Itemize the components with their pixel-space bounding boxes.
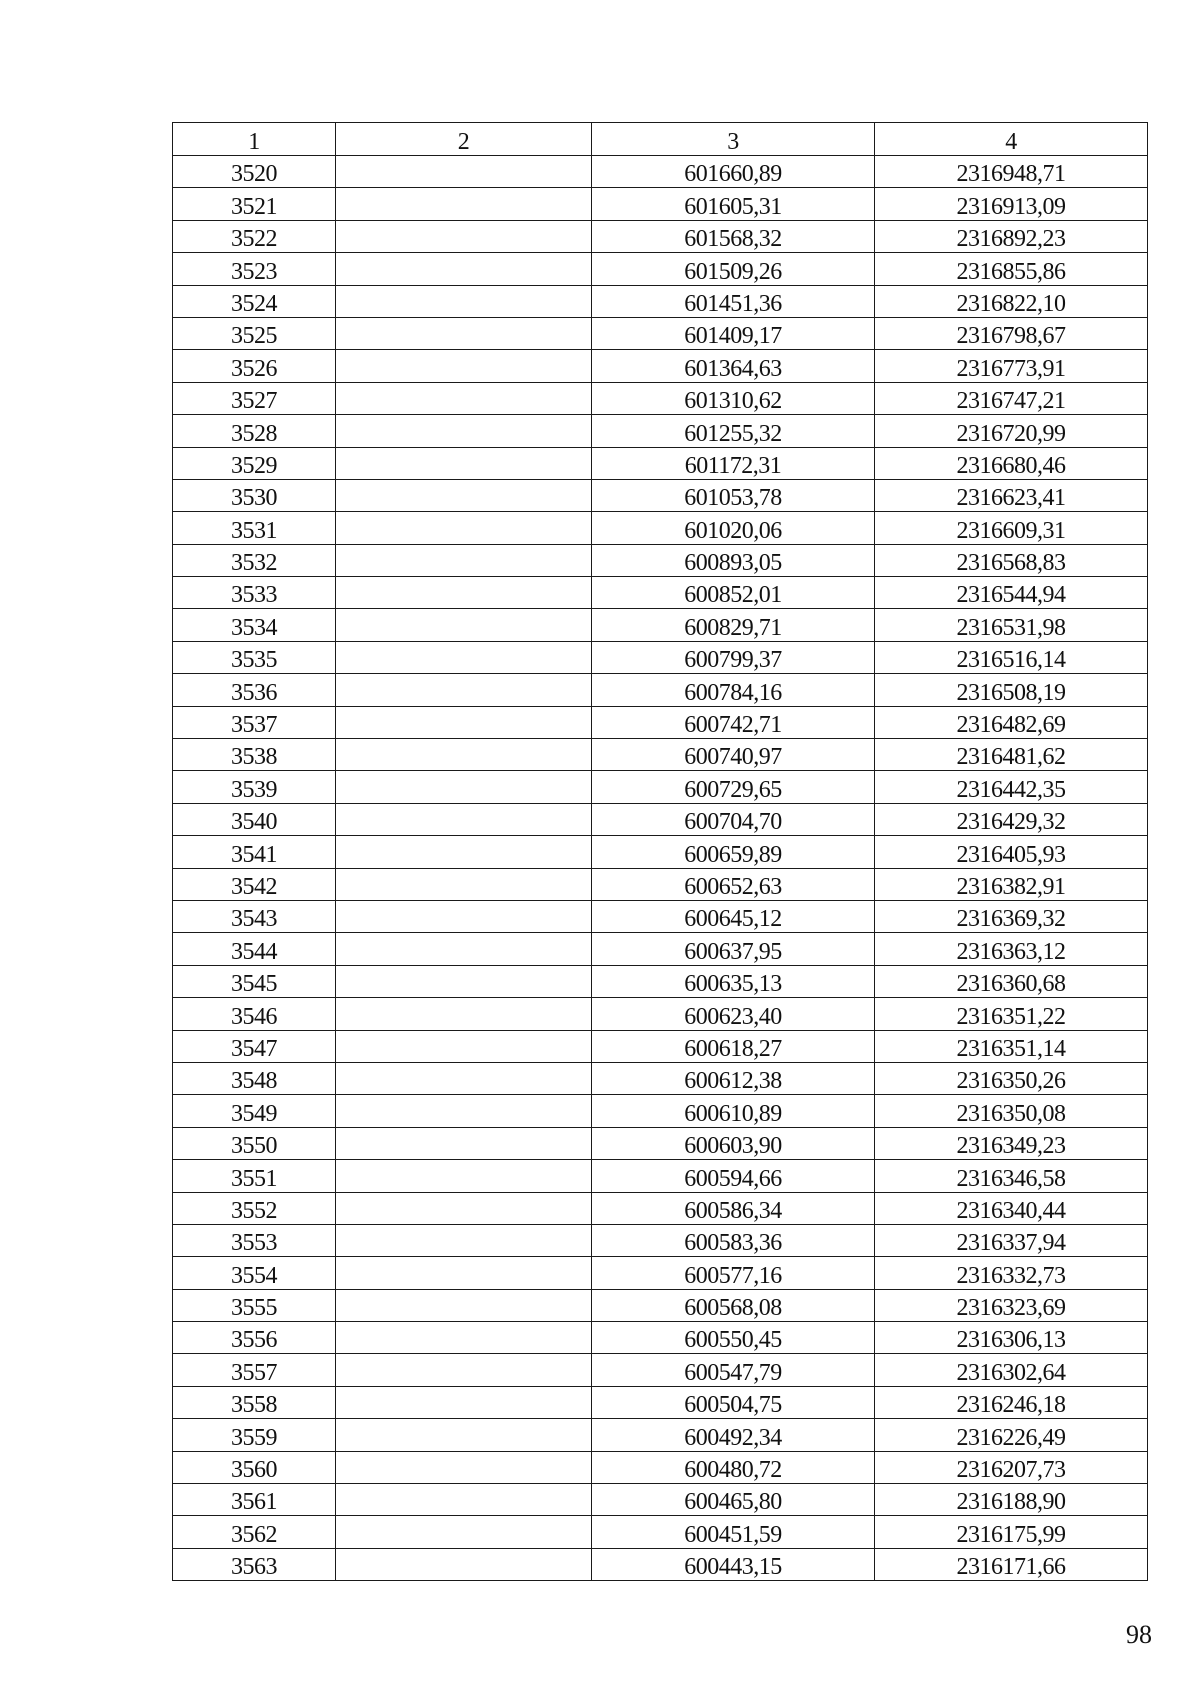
- table-row: [173, 415, 1148, 447]
- table-row: [173, 285, 1148, 317]
- y-coordinate-cell: 2316508,19: [875, 674, 1148, 706]
- y-coordinate-cell: 2316680,46: [875, 447, 1148, 479]
- y-coordinate-cell: 2316246,18: [875, 1386, 1148, 1418]
- notes-cell: [336, 285, 592, 317]
- x-coordinate-cell: 601172,31: [592, 447, 875, 479]
- y-coordinate-cell: 2316544,94: [875, 577, 1148, 609]
- y-coordinate-cell: 2316747,21: [875, 382, 1148, 414]
- x-coordinate-cell: 600618,27: [592, 1030, 875, 1062]
- point-number-cell: 3560: [173, 1451, 336, 1483]
- x-coordinate-cell: 601509,26: [592, 253, 875, 285]
- table-row: [173, 1257, 1148, 1289]
- x-coordinate-cell: 601310,62: [592, 382, 875, 414]
- table-row: [173, 868, 1148, 900]
- point-number-cell: 3545: [173, 965, 336, 997]
- notes-cell: [336, 1062, 592, 1094]
- y-coordinate-cell: 2316623,41: [875, 479, 1148, 511]
- notes-cell: [336, 415, 592, 447]
- x-coordinate-cell: 600550,45: [592, 1322, 875, 1354]
- table-row: [173, 641, 1148, 673]
- x-coordinate-cell: 601451,36: [592, 285, 875, 317]
- table-row: [173, 1289, 1148, 1321]
- point-number-cell: 3562: [173, 1516, 336, 1548]
- point-number-cell: 3539: [173, 771, 336, 803]
- point-number-cell: 3544: [173, 933, 336, 965]
- y-coordinate-cell: 2316351,14: [875, 1030, 1148, 1062]
- notes-cell: [336, 317, 592, 349]
- x-coordinate-cell: 600594,66: [592, 1160, 875, 1192]
- column-header-3: 3: [592, 123, 875, 156]
- point-number-cell: 3546: [173, 998, 336, 1030]
- table-row: [173, 1224, 1148, 1256]
- table-row: [173, 1062, 1148, 1094]
- column-header-1: 1: [173, 123, 336, 156]
- notes-cell: [336, 674, 592, 706]
- point-number-cell: 3530: [173, 479, 336, 511]
- notes-cell: [336, 1289, 592, 1321]
- point-number-cell: 3520: [173, 156, 336, 188]
- table-row: [173, 1322, 1148, 1354]
- table-row: [173, 447, 1148, 479]
- table-row: [173, 609, 1148, 641]
- y-coordinate-cell: 2316332,73: [875, 1257, 1148, 1289]
- point-number-cell: 3534: [173, 609, 336, 641]
- notes-cell: [336, 739, 592, 771]
- x-coordinate-cell: 600451,59: [592, 1516, 875, 1548]
- point-number-cell: 3556: [173, 1322, 336, 1354]
- table-row: [173, 317, 1148, 349]
- point-number-cell: 3533: [173, 577, 336, 609]
- notes-cell: [336, 1451, 592, 1483]
- table-row: [173, 382, 1148, 414]
- table-row: [173, 1451, 1148, 1483]
- table-row: [173, 1095, 1148, 1127]
- table-row: [173, 253, 1148, 285]
- x-coordinate-cell: 600504,75: [592, 1386, 875, 1418]
- point-number-cell: 3540: [173, 803, 336, 835]
- table-body: [173, 156, 1148, 1581]
- point-number-cell: 3531: [173, 512, 336, 544]
- notes-cell: [336, 350, 592, 382]
- x-coordinate-cell: 600652,63: [592, 868, 875, 900]
- x-coordinate-cell: 600480,72: [592, 1451, 875, 1483]
- table-row: [173, 512, 1148, 544]
- notes-cell: [336, 1160, 592, 1192]
- y-coordinate-cell: 2316892,23: [875, 220, 1148, 252]
- table-row: [173, 674, 1148, 706]
- y-coordinate-cell: 2316913,09: [875, 188, 1148, 220]
- point-number-cell: 3554: [173, 1257, 336, 1289]
- x-coordinate-cell: 600893,05: [592, 544, 875, 576]
- x-coordinate-cell: 600443,15: [592, 1548, 875, 1580]
- point-number-cell: 3551: [173, 1160, 336, 1192]
- x-coordinate-cell: 600742,71: [592, 706, 875, 738]
- point-number-cell: 3532: [173, 544, 336, 576]
- notes-cell: [336, 1484, 592, 1516]
- y-coordinate-cell: 2316351,22: [875, 998, 1148, 1030]
- notes-cell: [336, 1127, 592, 1159]
- x-coordinate-cell: 601409,17: [592, 317, 875, 349]
- notes-cell: [336, 933, 592, 965]
- table-row: [173, 900, 1148, 932]
- notes-cell: [336, 479, 592, 511]
- y-coordinate-cell: 2316531,98: [875, 609, 1148, 641]
- notes-cell: [336, 706, 592, 738]
- y-coordinate-cell: 2316306,13: [875, 1322, 1148, 1354]
- notes-cell: [336, 188, 592, 220]
- x-coordinate-cell: 600829,71: [592, 609, 875, 641]
- table-row: [173, 1419, 1148, 1451]
- point-number-cell: 3536: [173, 674, 336, 706]
- notes-cell: [336, 1386, 592, 1418]
- y-coordinate-cell: 2316188,90: [875, 1484, 1148, 1516]
- point-number-cell: 3537: [173, 706, 336, 738]
- table-row: [173, 1354, 1148, 1386]
- table-row: [173, 998, 1148, 1030]
- y-coordinate-cell: 2316350,08: [875, 1095, 1148, 1127]
- y-coordinate-cell: 2316568,83: [875, 544, 1148, 576]
- page-number: 98: [1126, 1620, 1152, 1649]
- y-coordinate-cell: 2316481,62: [875, 739, 1148, 771]
- table-row: [173, 188, 1148, 220]
- table-row: [173, 803, 1148, 835]
- y-coordinate-cell: 2316360,68: [875, 965, 1148, 997]
- x-coordinate-cell: 600547,79: [592, 1354, 875, 1386]
- y-coordinate-cell: 2316720,99: [875, 415, 1148, 447]
- table-row: [173, 933, 1148, 965]
- notes-cell: [336, 1516, 592, 1548]
- notes-cell: [336, 544, 592, 576]
- notes-cell: [336, 1095, 592, 1127]
- coordinates-table: [172, 122, 1148, 1581]
- y-coordinate-cell: 2316948,71: [875, 156, 1148, 188]
- y-coordinate-cell: 2316346,58: [875, 1160, 1148, 1192]
- x-coordinate-cell: 600612,38: [592, 1062, 875, 1094]
- notes-cell: [336, 868, 592, 900]
- point-number-cell: 3528: [173, 415, 336, 447]
- notes-cell: [336, 382, 592, 414]
- x-coordinate-cell: 600799,37: [592, 641, 875, 673]
- y-coordinate-cell: 2316349,23: [875, 1127, 1148, 1159]
- point-number-cell: 3543: [173, 900, 336, 932]
- table-row: [173, 739, 1148, 771]
- table-row: [173, 1160, 1148, 1192]
- notes-cell: [336, 641, 592, 673]
- y-coordinate-cell: 2316516,14: [875, 641, 1148, 673]
- y-coordinate-cell: 2316822,10: [875, 285, 1148, 317]
- y-coordinate-cell: 2316609,31: [875, 512, 1148, 544]
- column-header-2: 2: [336, 123, 592, 156]
- y-coordinate-cell: 2316363,12: [875, 933, 1148, 965]
- point-number-cell: 3524: [173, 285, 336, 317]
- x-coordinate-cell: 600637,95: [592, 933, 875, 965]
- x-coordinate-cell: 600740,97: [592, 739, 875, 771]
- x-coordinate-cell: 600659,89: [592, 836, 875, 868]
- y-coordinate-cell: 2316226,49: [875, 1419, 1148, 1451]
- y-coordinate-cell: 2316207,73: [875, 1451, 1148, 1483]
- x-coordinate-cell: 600704,70: [592, 803, 875, 835]
- y-coordinate-cell: 2316369,32: [875, 900, 1148, 932]
- point-number-cell: 3523: [173, 253, 336, 285]
- x-coordinate-cell: 601605,31: [592, 188, 875, 220]
- x-coordinate-cell: 600852,01: [592, 577, 875, 609]
- point-number-cell: 3529: [173, 447, 336, 479]
- table-row: [173, 965, 1148, 997]
- x-coordinate-cell: 600577,16: [592, 1257, 875, 1289]
- table-row: [173, 350, 1148, 382]
- point-number-cell: 3547: [173, 1030, 336, 1062]
- table-row: [173, 1516, 1148, 1548]
- notes-cell: [336, 965, 592, 997]
- notes-cell: [336, 836, 592, 868]
- x-coordinate-cell: 601020,06: [592, 512, 875, 544]
- y-coordinate-cell: 2316175,99: [875, 1516, 1148, 1548]
- notes-cell: [336, 220, 592, 252]
- y-coordinate-cell: 2316171,66: [875, 1548, 1148, 1580]
- table-row: [173, 156, 1148, 188]
- notes-cell: [336, 1224, 592, 1256]
- notes-cell: [336, 771, 592, 803]
- point-number-cell: 3553: [173, 1224, 336, 1256]
- x-coordinate-cell: 600465,80: [592, 1484, 875, 1516]
- table-row: [173, 836, 1148, 868]
- notes-cell: [336, 1548, 592, 1580]
- point-number-cell: 3550: [173, 1127, 336, 1159]
- x-coordinate-cell: 601364,63: [592, 350, 875, 382]
- x-coordinate-cell: 600610,89: [592, 1095, 875, 1127]
- notes-cell: [336, 1322, 592, 1354]
- x-coordinate-cell: 601660,89: [592, 156, 875, 188]
- x-coordinate-cell: 600635,13: [592, 965, 875, 997]
- table-row: [173, 220, 1148, 252]
- point-number-cell: 3526: [173, 350, 336, 382]
- point-number-cell: 3535: [173, 641, 336, 673]
- point-number-cell: 3527: [173, 382, 336, 414]
- notes-cell: [336, 900, 592, 932]
- x-coordinate-cell: 600586,34: [592, 1192, 875, 1224]
- x-coordinate-cell: 600492,34: [592, 1419, 875, 1451]
- y-coordinate-cell: 2316482,69: [875, 706, 1148, 738]
- point-number-cell: 3541: [173, 836, 336, 868]
- table-row: [173, 706, 1148, 738]
- point-number-cell: 3525: [173, 317, 336, 349]
- y-coordinate-cell: 2316323,69: [875, 1289, 1148, 1321]
- notes-cell: [336, 512, 592, 544]
- x-coordinate-cell: 600583,36: [592, 1224, 875, 1256]
- notes-cell: [336, 1419, 592, 1451]
- table-row: [173, 577, 1148, 609]
- notes-cell: [336, 1354, 592, 1386]
- point-number-cell: 3549: [173, 1095, 336, 1127]
- y-coordinate-cell: 2316798,67: [875, 317, 1148, 349]
- point-number-cell: 3548: [173, 1062, 336, 1094]
- column-header-4: 4: [875, 123, 1148, 156]
- x-coordinate-cell: 601255,32: [592, 415, 875, 447]
- y-coordinate-cell: 2316302,64: [875, 1354, 1148, 1386]
- y-coordinate-cell: 2316340,44: [875, 1192, 1148, 1224]
- notes-cell: [336, 253, 592, 285]
- table-row: [173, 1030, 1148, 1062]
- point-number-cell: 3563: [173, 1548, 336, 1580]
- table-header-row: [173, 123, 1148, 156]
- x-coordinate-cell: 600623,40: [592, 998, 875, 1030]
- y-coordinate-cell: 2316337,94: [875, 1224, 1148, 1256]
- notes-cell: [336, 447, 592, 479]
- point-number-cell: 3538: [173, 739, 336, 771]
- y-coordinate-cell: 2316855,86: [875, 253, 1148, 285]
- x-coordinate-cell: 601053,78: [592, 479, 875, 511]
- notes-cell: [336, 998, 592, 1030]
- table-row: [173, 1192, 1148, 1224]
- x-coordinate-cell: 600568,08: [592, 1289, 875, 1321]
- point-number-cell: 3522: [173, 220, 336, 252]
- table-row: [173, 479, 1148, 511]
- point-number-cell: 3555: [173, 1289, 336, 1321]
- point-number-cell: 3521: [173, 188, 336, 220]
- y-coordinate-cell: 2316442,35: [875, 771, 1148, 803]
- table-row: [173, 771, 1148, 803]
- x-coordinate-cell: 600645,12: [592, 900, 875, 932]
- table-row: [173, 1548, 1148, 1580]
- point-number-cell: 3552: [173, 1192, 336, 1224]
- y-coordinate-cell: 2316382,91: [875, 868, 1148, 900]
- y-coordinate-cell: 2316405,93: [875, 836, 1148, 868]
- notes-cell: [336, 156, 592, 188]
- x-coordinate-cell: 601568,32: [592, 220, 875, 252]
- table-row: [173, 1127, 1148, 1159]
- notes-cell: [336, 1030, 592, 1062]
- point-number-cell: 3559: [173, 1419, 336, 1451]
- notes-cell: [336, 609, 592, 641]
- x-coordinate-cell: 600784,16: [592, 674, 875, 706]
- y-coordinate-cell: 2316773,91: [875, 350, 1148, 382]
- notes-cell: [336, 803, 592, 835]
- point-number-cell: 3542: [173, 868, 336, 900]
- notes-cell: [336, 1257, 592, 1289]
- table-row: [173, 1386, 1148, 1418]
- notes-cell: [336, 1192, 592, 1224]
- notes-cell: [336, 577, 592, 609]
- point-number-cell: 3558: [173, 1386, 336, 1418]
- point-number-cell: 3557: [173, 1354, 336, 1386]
- table-row: [173, 544, 1148, 576]
- y-coordinate-cell: 2316429,32: [875, 803, 1148, 835]
- table-row: [173, 1484, 1148, 1516]
- y-coordinate-cell: 2316350,26: [875, 1062, 1148, 1094]
- point-number-cell: 3561: [173, 1484, 336, 1516]
- x-coordinate-cell: 600603,90: [592, 1127, 875, 1159]
- x-coordinate-cell: 600729,65: [592, 771, 875, 803]
